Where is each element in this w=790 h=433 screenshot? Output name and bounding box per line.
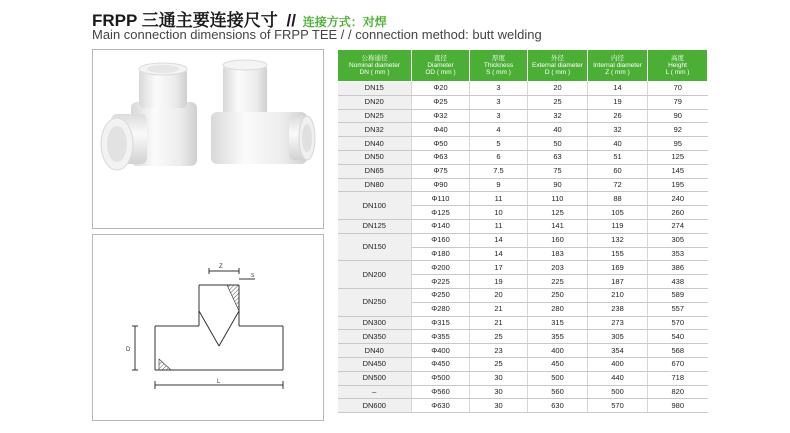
- cell-nominal-diameter: DN500: [338, 371, 412, 385]
- cell-diameter: Φ110: [412, 192, 470, 206]
- cell-nominal-diameter: DN80: [338, 178, 412, 192]
- cell-external-diameter: 203: [528, 261, 588, 275]
- table-row: [338, 95, 708, 109]
- cell-diameter: Φ125: [412, 206, 470, 220]
- table-row: [338, 261, 708, 275]
- cell-nominal-diameter: DN150: [338, 233, 412, 261]
- cell-external-diameter: 160: [528, 233, 588, 247]
- cell-diameter: Φ200: [412, 261, 470, 275]
- cell-diameter: Φ75: [412, 164, 470, 178]
- cell-external-diameter: 32: [528, 109, 588, 123]
- table-row: [338, 137, 708, 151]
- cell-thickness: 17: [470, 261, 528, 275]
- title-separator: //: [286, 11, 296, 30]
- table-header-row: [338, 50, 708, 82]
- cell-external-diameter: 315: [528, 316, 588, 330]
- table-body: [338, 82, 708, 413]
- cell-internal-diameter: 210: [588, 288, 648, 302]
- cell-nominal-diameter: DN300: [338, 316, 412, 330]
- cell-external-diameter: 20: [528, 82, 588, 96]
- cell-diameter: Φ32: [412, 109, 470, 123]
- cell-nominal-diameter: DN25: [338, 109, 412, 123]
- cell-height: 570: [648, 316, 708, 330]
- cell-external-diameter: 25: [528, 95, 588, 109]
- title-main: FRPP 三通主要连接尺寸: [92, 11, 278, 30]
- cell-nominal-diameter: DN50: [338, 150, 412, 164]
- cell-thickness: 11: [470, 192, 528, 206]
- cell-internal-diameter: 105: [588, 206, 648, 220]
- cell-internal-diameter: 273: [588, 316, 648, 330]
- cell-external-diameter: 50: [528, 137, 588, 151]
- cell-external-diameter: 141: [528, 219, 588, 233]
- cell-thickness: 5: [470, 137, 528, 151]
- table-row: [338, 399, 708, 413]
- cell-thickness: 10: [470, 206, 528, 220]
- cell-internal-diameter: 354: [588, 344, 648, 358]
- cell-internal-diameter: 500: [588, 385, 648, 399]
- cell-height: 670: [648, 357, 708, 371]
- cell-internal-diameter: 32: [588, 123, 648, 137]
- cell-thickness: 9: [470, 178, 528, 192]
- cell-external-diameter: 225: [528, 275, 588, 289]
- cell-height: 195: [648, 178, 708, 192]
- cell-external-diameter: 450: [528, 357, 588, 371]
- cell-diameter: Φ450: [412, 357, 470, 371]
- cell-height: 95: [648, 137, 708, 151]
- cell-nominal-diameter: DN65: [338, 164, 412, 178]
- cell-nominal-diameter: DN32: [338, 123, 412, 137]
- cell-external-diameter: 90: [528, 178, 588, 192]
- dimension-table: [337, 49, 708, 413]
- cell-internal-diameter: 440: [588, 371, 648, 385]
- table-row: [338, 288, 708, 302]
- cell-diameter: Φ63: [412, 150, 470, 164]
- cell-height: 70: [648, 82, 708, 96]
- cell-thickness: 3: [470, 95, 528, 109]
- cell-diameter: Φ280: [412, 302, 470, 316]
- title-connection-method: 连接方式：对焊: [302, 15, 387, 29]
- cell-internal-diameter: 119: [588, 219, 648, 233]
- cell-internal-diameter: 187: [588, 275, 648, 289]
- cell-diameter: Φ180: [412, 247, 470, 261]
- cell-nominal-diameter: DN250: [338, 288, 412, 316]
- cell-internal-diameter: 88: [588, 192, 648, 206]
- cell-thickness: 6: [470, 150, 528, 164]
- cell-external-diameter: 280: [528, 302, 588, 316]
- cell-internal-diameter: 155: [588, 247, 648, 261]
- cell-height: 145: [648, 164, 708, 178]
- cell-thickness: 21: [470, 316, 528, 330]
- cell-diameter: Φ20: [412, 82, 470, 96]
- cell-nominal-diameter: DN450: [338, 357, 412, 371]
- header-diameter: 直径 Diameter OD ( mm ): [412, 50, 470, 82]
- cell-external-diameter: 355: [528, 330, 588, 344]
- cell-diameter: Φ315: [412, 316, 470, 330]
- cell-diameter: Φ500: [412, 371, 470, 385]
- cell-height: 79: [648, 95, 708, 109]
- cell-height: 589: [648, 288, 708, 302]
- cell-thickness: 3: [470, 109, 528, 123]
- cell-nominal-diameter: DN40: [338, 137, 412, 151]
- cell-height: 274: [648, 219, 708, 233]
- cell-height: 557: [648, 302, 708, 316]
- cell-thickness: 11: [470, 219, 528, 233]
- cell-external-diameter: 110: [528, 192, 588, 206]
- cell-diameter: Φ40: [412, 123, 470, 137]
- dimension-drawing-panel: [92, 234, 324, 421]
- frpp-tee-photo-icon: [93, 50, 323, 228]
- table-row: [338, 330, 708, 344]
- cell-diameter: Φ140: [412, 219, 470, 233]
- cell-external-diameter: 400: [528, 344, 588, 358]
- table-row: [338, 371, 708, 385]
- cell-internal-diameter: 72: [588, 178, 648, 192]
- cell-height: 125: [648, 150, 708, 164]
- cell-thickness: 19: [470, 275, 528, 289]
- cell-thickness: 25: [470, 330, 528, 344]
- header-height: 高度 Height L ( mm ): [648, 50, 708, 82]
- cell-height: 353: [648, 247, 708, 261]
- cell-external-diameter: 183: [528, 247, 588, 261]
- cell-diameter: Φ90: [412, 178, 470, 192]
- cell-height: 718: [648, 371, 708, 385]
- table-row: [338, 233, 708, 247]
- table-row: [338, 344, 708, 358]
- cell-nominal-diameter: DN200: [338, 261, 412, 289]
- cell-thickness: 30: [470, 371, 528, 385]
- cell-nominal-diameter: DN20: [338, 95, 412, 109]
- cell-diameter: Φ355: [412, 330, 470, 344]
- cell-diameter: Φ400: [412, 344, 470, 358]
- cell-diameter: Φ160: [412, 233, 470, 247]
- table-row: [338, 150, 708, 164]
- cell-internal-diameter: 400: [588, 357, 648, 371]
- cell-external-diameter: 250: [528, 288, 588, 302]
- cell-thickness: 23: [470, 344, 528, 358]
- cell-internal-diameter: 305: [588, 330, 648, 344]
- cell-height: 386: [648, 261, 708, 275]
- cell-internal-diameter: 26: [588, 109, 648, 123]
- table-row: [338, 357, 708, 371]
- cell-internal-diameter: 40: [588, 137, 648, 151]
- cell-diameter: Φ250: [412, 288, 470, 302]
- cell-external-diameter: 75: [528, 164, 588, 178]
- cell-internal-diameter: 51: [588, 150, 648, 164]
- table-row: [338, 164, 708, 178]
- cell-height: 260: [648, 206, 708, 220]
- cell-thickness: 25: [470, 357, 528, 371]
- table-row: [338, 385, 708, 399]
- cell-height: 438: [648, 275, 708, 289]
- table-row: [338, 219, 708, 233]
- page-subtitle: Main connection dimensions of FRPP TEE / / connection method: butt welding: [92, 27, 542, 42]
- cell-internal-diameter: 14: [588, 82, 648, 96]
- header-nominal-diameter: 公称通径 Nominal diameter DN ( mm ): [338, 50, 412, 82]
- cell-diameter: Φ630: [412, 399, 470, 413]
- cell-thickness: 30: [470, 385, 528, 399]
- cell-thickness: 7.5: [470, 164, 528, 178]
- cell-external-diameter: 63: [528, 150, 588, 164]
- cell-internal-diameter: 19: [588, 95, 648, 109]
- cell-nominal-diameter: DN350: [338, 330, 412, 344]
- cell-internal-diameter: 238: [588, 302, 648, 316]
- cell-height: 980: [648, 399, 708, 413]
- header-external-diameter: 外径 External diameter D ( mm ): [528, 50, 588, 82]
- table-row: [338, 178, 708, 192]
- table-row: [338, 316, 708, 330]
- cell-nominal-diameter: DN125: [338, 219, 412, 233]
- header-internal-diameter: 内径 Internal diameter Z ( mm ): [588, 50, 648, 82]
- cell-height: 90: [648, 109, 708, 123]
- cell-nominal-diameter: DN100: [338, 192, 412, 220]
- cell-height: 92: [648, 123, 708, 137]
- cell-nominal-diameter: DN600: [338, 399, 412, 413]
- cell-internal-diameter: 132: [588, 233, 648, 247]
- cell-height: 540: [648, 330, 708, 344]
- dim-z-label: Z: [219, 264, 223, 270]
- table-row: [338, 109, 708, 123]
- dim-d-label: D: [126, 347, 131, 353]
- cell-internal-diameter: 570: [588, 399, 648, 413]
- cell-external-diameter: 40: [528, 123, 588, 137]
- cell-height: 240: [648, 192, 708, 206]
- cell-thickness: 21: [470, 302, 528, 316]
- cell-thickness: 14: [470, 233, 528, 247]
- product-photo-panel: [92, 49, 324, 229]
- cell-diameter: Φ50: [412, 137, 470, 151]
- cell-thickness: 4: [470, 123, 528, 137]
- cell-height: 820: [648, 385, 708, 399]
- cell-diameter: Φ225: [412, 275, 470, 289]
- cell-external-diameter: 560: [528, 385, 588, 399]
- cell-thickness: 30: [470, 399, 528, 413]
- cell-internal-diameter: 169: [588, 261, 648, 275]
- cell-height: 568: [648, 344, 708, 358]
- header-thickness: 厚度 Thickness S ( mm ): [470, 50, 528, 82]
- cell-internal-diameter: 60: [588, 164, 648, 178]
- cell-diameter: Φ25: [412, 95, 470, 109]
- cell-thickness: 3: [470, 82, 528, 96]
- cell-diameter: Φ560: [412, 385, 470, 399]
- dim-s-label: S: [251, 273, 255, 279]
- cell-thickness: 14: [470, 247, 528, 261]
- cell-external-diameter: 630: [528, 399, 588, 413]
- cell-external-diameter: 500: [528, 371, 588, 385]
- table-row: [338, 82, 708, 96]
- tee-cross-section-icon: [93, 235, 323, 420]
- cell-nominal-diameter: DN15: [338, 82, 412, 96]
- table-row: [338, 192, 708, 206]
- cell-external-diameter: 125: [528, 206, 588, 220]
- cell-nominal-diameter: DN40: [338, 344, 412, 358]
- cell-height: 305: [648, 233, 708, 247]
- table-row: [338, 123, 708, 137]
- cell-nominal-diameter: –: [338, 385, 412, 399]
- dim-l-label: L: [217, 379, 221, 385]
- cell-thickness: 20: [470, 288, 528, 302]
